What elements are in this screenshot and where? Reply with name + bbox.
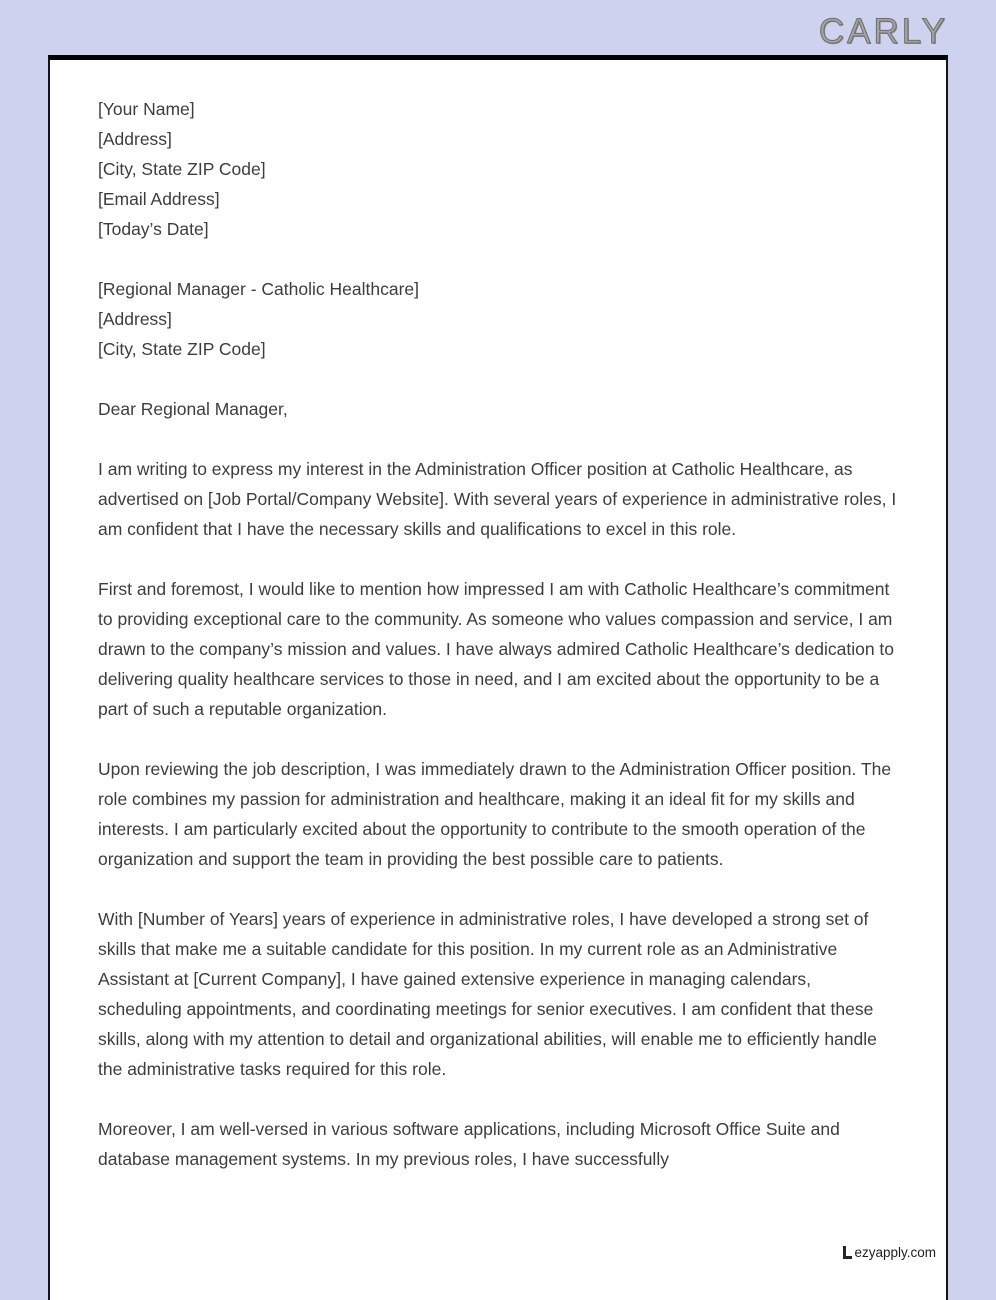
recipient-address-line: [Address] (98, 309, 172, 329)
carly-logo: CARLY (818, 12, 948, 51)
ezyapply-watermark (843, 1245, 936, 1260)
sender-name-line: [Your Name] (98, 99, 195, 119)
sender-email-line: [Email Address] (98, 189, 220, 209)
letter-paragraph-4: With [Number of Years] years of experience in administrative roles, I have developed a strong set of skills that make me a suitable candidate for this position. In my current role as an Administrative Assistant at [Current Company], I have gained extensive experience in managing calendars, scheduling appointments, and coordinating meetings for senior executives. I am confident that these skills, along with my attention to detail and organizational abilities, will enable me to efficiently handle the administrative tasks required for this role. (98, 909, 877, 1079)
sender-date-line: [Today’s Date] (98, 219, 209, 239)
sender-address-line: [Address] (98, 129, 172, 149)
sender-block (98, 94, 898, 244)
ezyapply-logo-icon (843, 1246, 852, 1259)
letter-paragraph-5: Moreover, I am well-versed in various software applications, including Microsoft Office Suite and database management systems. In my previous roles, I have successfully (98, 1119, 840, 1169)
sender-city-line: [City, State ZIP Code] (98, 159, 266, 179)
recipient-block (98, 274, 898, 364)
recipient-title-line: [Regional Manager - Catholic Healthcare] (98, 279, 419, 299)
letter-paragraph-2: First and foremost, I would like to mention how impressed I am with Catholic Healthcare’s commitment to providing exceptional care to the community. As someone who values compassion and service, I am drawn to the company’s mission and values. I have always admired Catholic Healthcare’s dedication to delivering quality healthcare services to those in need, and I am excited about the opportunity to be a part of such a reputable organization. (98, 579, 895, 719)
salutation-line: Dear Regional Manager, (98, 399, 288, 419)
letter-paragraph-1: I am writing to express my interest in the Administration Officer position at Catholic Healthcare, as advertised on [Job Portal/Company Website]. With several years of experience in administrative roles, I am confident that I have the necessary skills and qualifications to excel in this role. (98, 459, 897, 539)
letter-paragraph-3: Upon reviewing the job description, I was immediately drawn to the Administration Officer position. The role combines my passion for administration and healthcare, making it an ideal fit for my skills and interests. I am particularly excited about the opportunity to contribute to the smooth operation of the organization and support the team in providing the best possible care to patients. (98, 759, 892, 869)
document-page (48, 55, 948, 1300)
recipient-city-line: [City, State ZIP Code] (98, 339, 266, 359)
salutation (98, 394, 898, 424)
ezyapply-watermark-text: ezyapply.com (854, 1245, 936, 1260)
